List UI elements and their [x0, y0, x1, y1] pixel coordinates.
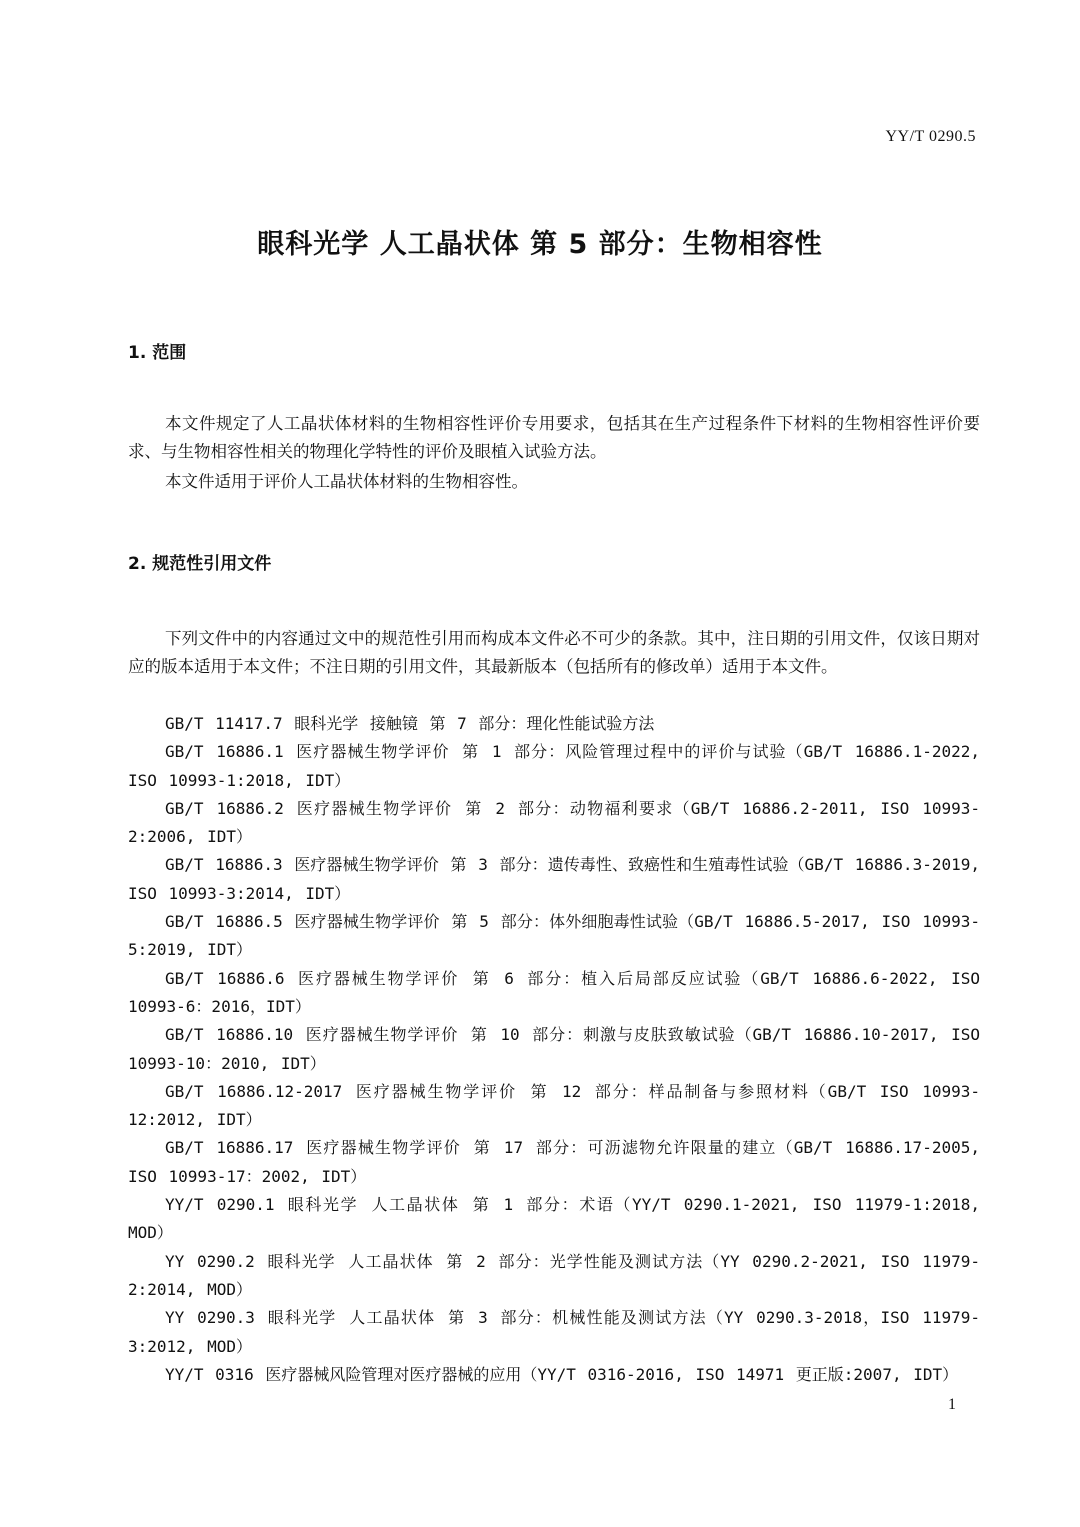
reference-item: GB/T 16886.5 医疗器械生物学评价 第 5 部分：体外细胞毒性试验（GB/T 16886.5-2017, ISO 10993-5:2019, IDT） — [128, 912, 980, 960]
reference-item: GB/T 16886.3 医疗器械生物学评价 第 3 部分：遗传毒性、致癌性和生殖毒性试验（GB/T 16886.3-2019, ISO 10993-3:2014, IDT） — [128, 855, 980, 903]
reference-item: GB/T 16886.12-2017 医疗器械生物学评价 第 12 部分：样品制备与参照材料（GB/T ISO 10993-12:2012, IDT） — [128, 1081, 980, 1130]
scope-paragraph-2: 本文件适用于评价人工晶状体材料的生物相容性。 — [165, 472, 528, 491]
reference-item: GB/T 16886.1 医疗器械生物学评价 第 1 部分：风险管理过程中的评价与试验（GB/T 16886.1-2022, ISO 10993-1:2018, IDT） — [128, 742, 980, 790]
reference-item: GB/T 16886.6 医疗器械生物学评价 第 6 部分：植入后局部反应试验（GB/T 16886.6-2022, ISO 10993-6：2016，IDT） — [128, 968, 980, 1016]
reference-item: YY 0290.3 眼科光学 人工晶状体 第 3 部分：机械性能及测试方法（YY 0290.3-2018，ISO 11979-3:2012, MOD） — [128, 1308, 980, 1356]
reference-item: GB/T 16886.10 医疗器械生物学评价 第 10 部分：刺激与皮肤致敏试验（GB/T 16886.10-2017, ISO 10993-10：2010, IDT） — [128, 1025, 980, 1073]
reference-item: GB/T 11417.7 眼科光学 接触镜 第 7 部分：理化性能试验方法 — [165, 714, 655, 733]
page-number: 1 — [948, 1396, 956, 1413]
reference-list — [128, 710, 980, 1389]
scope-paragraph-1: 本文件规定了人工晶状体材料的生物相容性评价专用要求，包括其在生产过程条件下材料的生物相容性评价要求、与生物相容性相关的物理化学特性的评价及眼植入试验方法。 — [128, 414, 980, 461]
standard-code-header: YY/T 0290.5 — [885, 128, 976, 145]
document-title: 眼科光学 人工晶状体 第 5 部分：生物相容性 — [257, 229, 823, 260]
section-heading-normative-references: 2. 规范性引用文件 — [128, 554, 272, 574]
reference-item: YY/T 0290.1 眼科光学 人工晶状体 第 1 部分：术语（YY/T 0290.1-2021, ISO 11979-1:2018, MOD） — [128, 1195, 980, 1243]
reference-item: YY 0290.2 眼科光学 人工晶状体 第 2 部分：光学性能及测试方法（YY 0290.2-2021, ISO 11979-2:2014, MOD） — [128, 1251, 980, 1299]
references-intro-paragraph: 下列文件中的内容通过文中的规范性引用而构成本文件必不可少的条款。其中，注日期的引用文件，仅该日期对应的版本适用于本文件；不注日期的引用文件，其最新版本（包括所有的修改单）适用于本文件。 — [128, 629, 980, 676]
section-heading-scope: 1. 范围 — [128, 343, 187, 363]
reference-item: GB/T 16886.2 医疗器械生物学评价 第 2 部分：动物福利要求（GB/T 16886.2-2011, ISO 10993-2:2006, IDT） — [128, 798, 980, 847]
reference-item: YY/T 0316 医疗器械风险管理对医疗器械的应用（YY/T 0316-2016, ISO 14971 更正版:2007, IDT） — [165, 1364, 959, 1384]
reference-item: GB/T 16886.17 医疗器械生物学评价 第 17 部分：可沥滤物允许限量的建立（GB/T 16886.17-2005, ISO 10993-17：2002, IDT） — [128, 1138, 980, 1186]
